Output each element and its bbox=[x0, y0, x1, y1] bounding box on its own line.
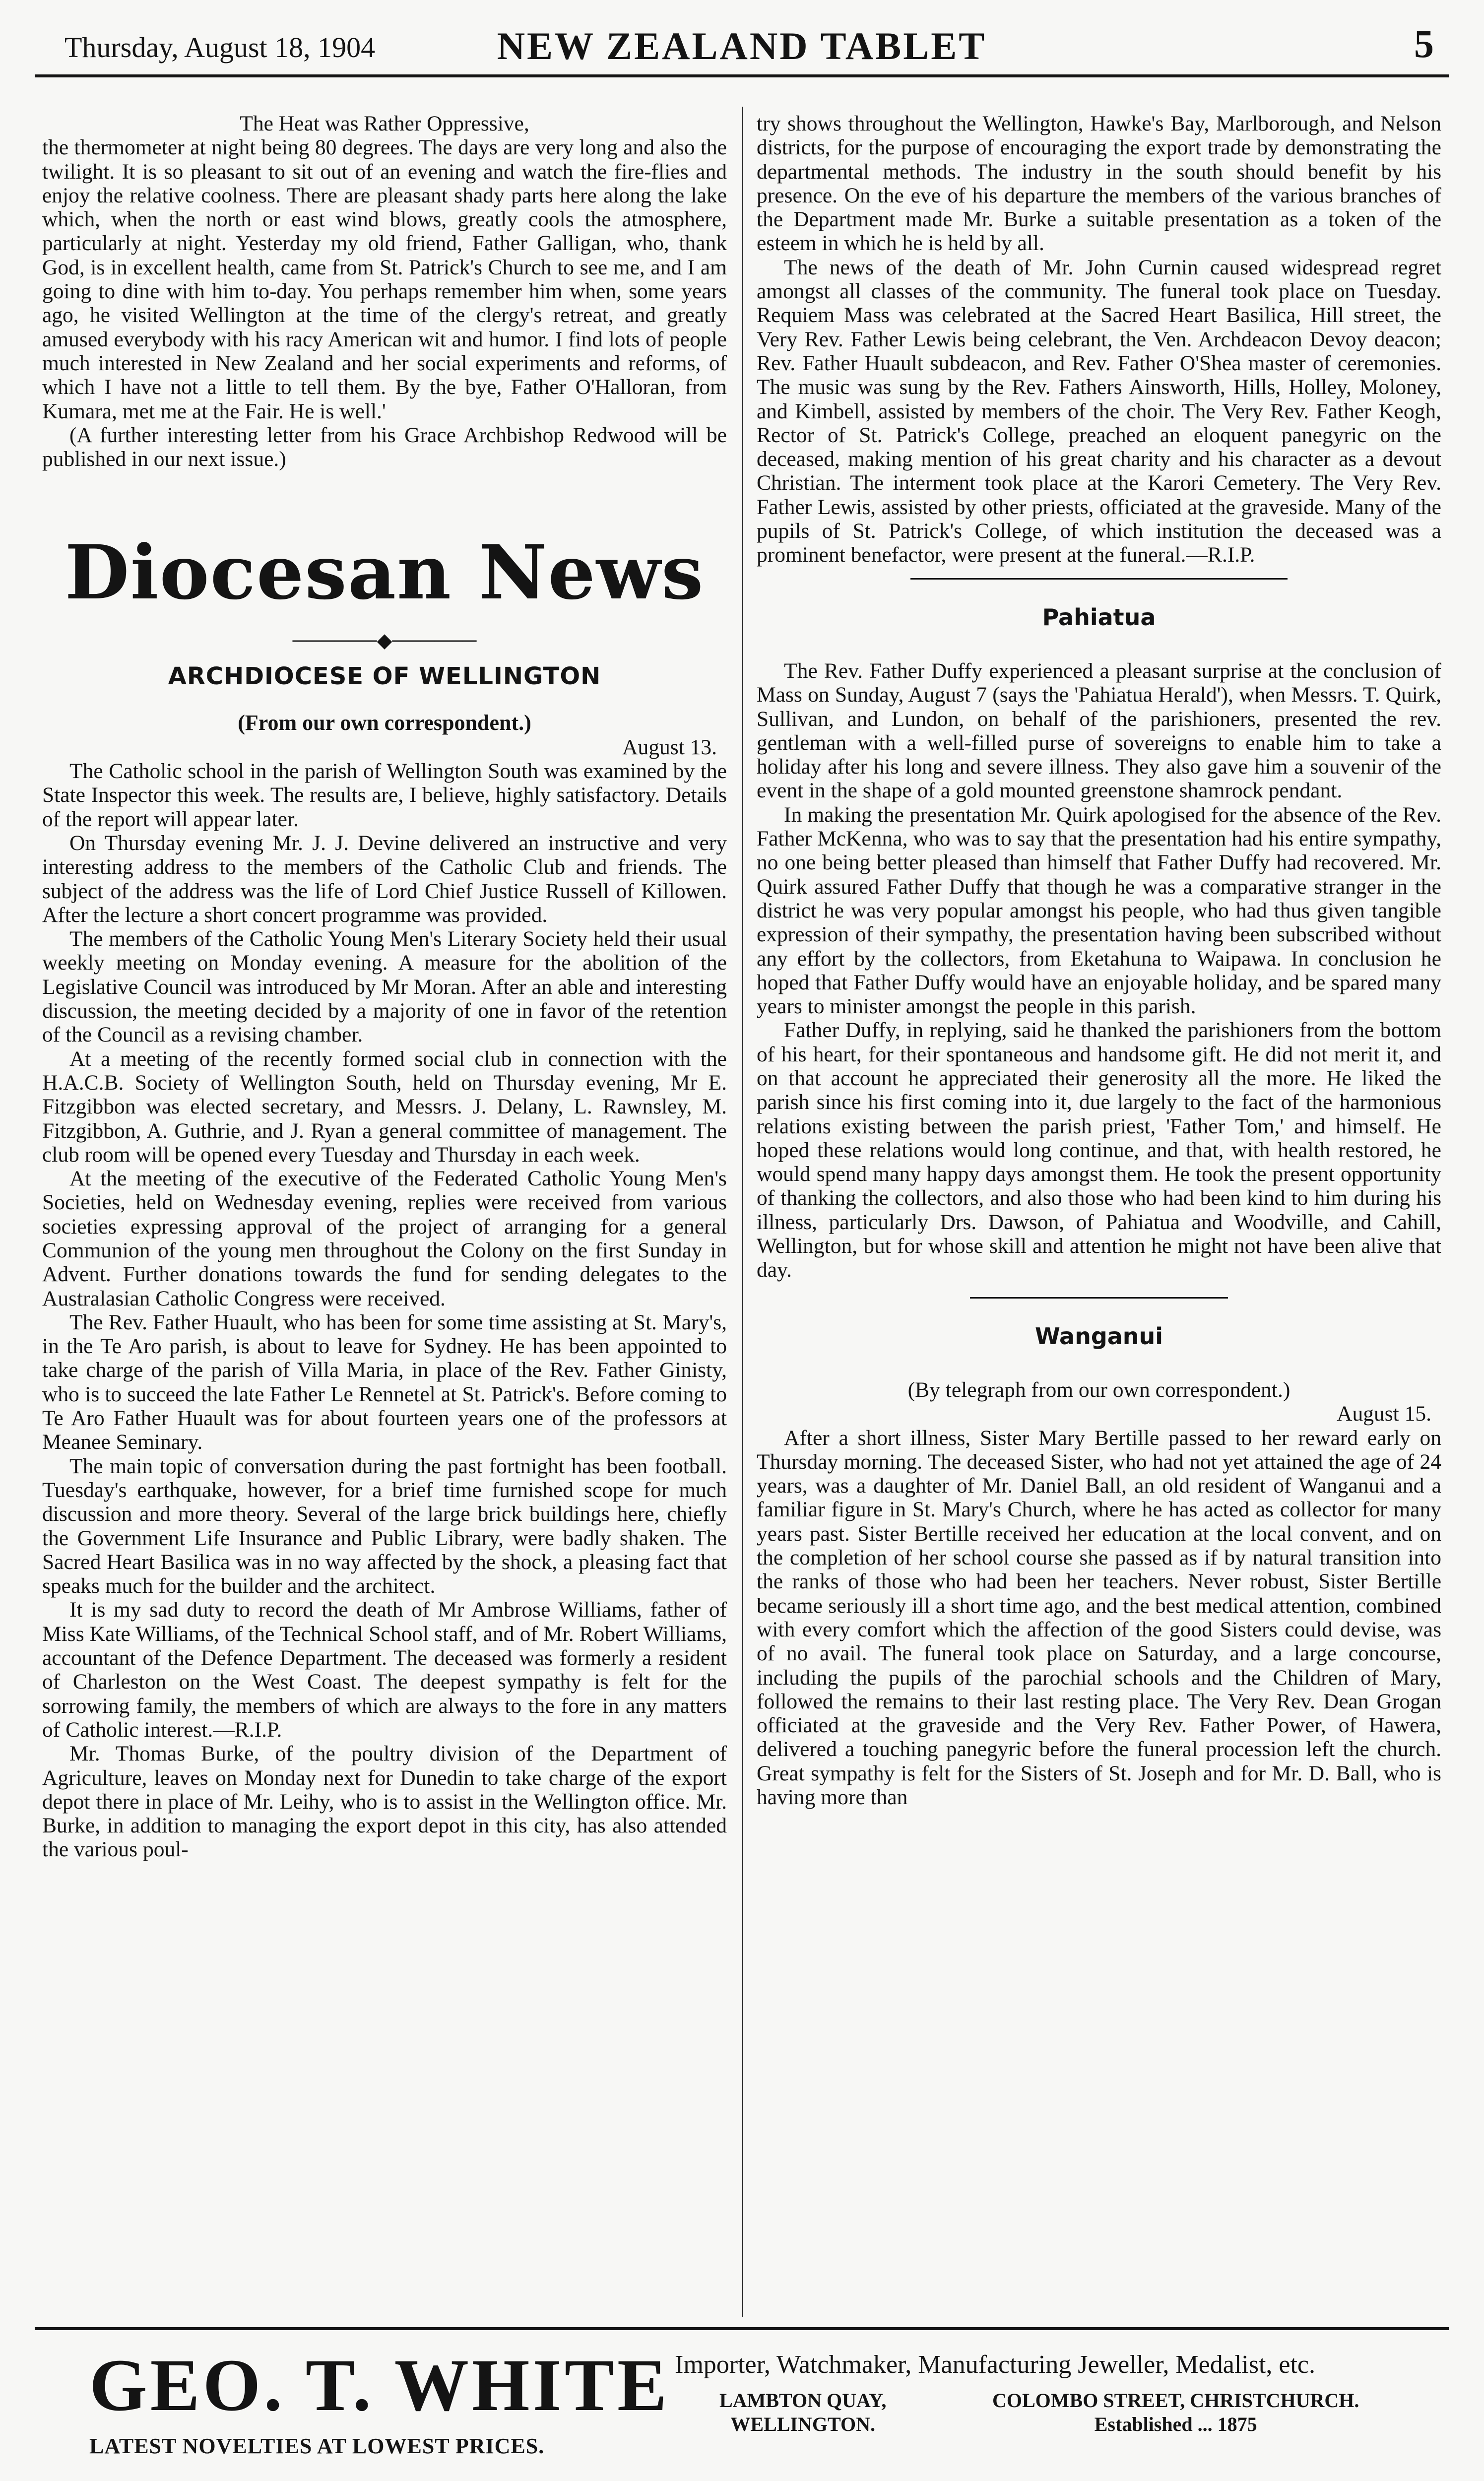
article-paragraph: The members of the Catholic Young Men's Literary Society held their usual weekly meeting on Monday evening. A measure for the abolition of the Legislative Council was introduced by Mr Moran. After an able and interesting discussion, the meeting decided by a majority of one in favor of the retention of the Council as a revising chamber. bbox=[42, 927, 727, 1047]
advertisement-footer bbox=[35, 2327, 1449, 2481]
correspondent-line: (By telegraph from our own correspondent.) bbox=[907, 1377, 1290, 1402]
address-street: COLOMBO STREET, CHRISTCHURCH. bbox=[992, 2389, 1359, 2412]
advertiser-trades: Importer, Watchmaker, Manufacturing Jeweller, Medalist, etc. bbox=[675, 2350, 1316, 2379]
article-paragraph: It is my sad duty to record the death of Mr Ambrose Williams, father of Miss Kate Williams, of the Technical School staff, and of Mr. Robert Williams, accountant of the Defence Department. The deceased was formerly a resident of Charleston on the West Coast. The deepest sympathy is felt for the sorrowing family, the members of which are always to the fore in any matters of Catholic interest.—R.I.P. bbox=[42, 1598, 727, 1742]
left-column bbox=[42, 112, 727, 2310]
editor-note: (A further interesting letter from his Grace Archbishop Redwood will be published in our next issue.) bbox=[42, 423, 727, 471]
correspondent-line: (From our own correspondent.) bbox=[238, 710, 531, 735]
article-paragraph: Mr. Thomas Burke, of the poultry division of the Department of Agriculture, leaves on Monday next for Dunedin to take charge of the export depot there in place of Mr. Leihy, who is to assist in the Wellington office. Mr. Burke, in addition to managing the export depot in this city, has also attended the various poul- bbox=[42, 1742, 727, 1862]
section-rule bbox=[970, 1297, 1228, 1299]
dateline: August 15. bbox=[1337, 1402, 1431, 1426]
advertiser-tagline: LATEST NOVELTIES AT LOWEST PRICES. bbox=[89, 2434, 545, 2458]
article-paragraph: In making the presentation Mr. Quirk apologised for the absence of the Rev. Father McKenna, who was to say that the presentation had his entire sympathy, no one being better pleased than himself that Father Duffy had recovered. Mr. Quirk assured Father Duffy that though he was a comparative stranger in the district he was very popular amongst his people, who had thus given tangible expression of their sympathy, the presentation having been subscribed without any effort by the collectors, from Eketahuna to Waipawa. In conclusion he hoped that Father Duffy would have an enjoyable holiday, and be spared many years to minister amongst the people in this parish. bbox=[757, 802, 1441, 1019]
section-rule bbox=[910, 578, 1288, 580]
archdiocese-heading: ARCHDIOCESE OF WELLINGTON bbox=[168, 662, 601, 691]
article-paragraph: try shows throughout the Wellington, Hawke's Bay, Marlborough, and Nelson districts, for the purpose of encouraging the export trade by demonstrating the departmental methods. The industry in the south should benefit by his presence. On the eve of his departure the members of the various branches of the Department made Mr. Burke a suitable presentation as a token of the esteem in which he is held by all. bbox=[757, 112, 1441, 256]
article-paragraph: After a short illness, Sister Mary Bertille passed to her reward early on Thursday morning. The deceased Sister, who had not yet attained the age of 24 years, was a daughter of Mr. Daniel Ball, an old resident of Wanganui and a familiar figure in St. Mary's Church, where he has acted as collector for many years past. Sister Bertille received her education at the local convent, and on the completion of her school course she passed as if by natural transition into the ranks of those who had been her teachers. Never robust, Sister Bertille became seriously ill a short time ago, and the best medical attention, combined with every comfort which the affection of the good Sisters could devise, was of no avail. The funeral took place on Saturday, and a large concourse, including the pupils of the parochial schools and the Children of Mary, followed the remains to their last resting place. The Very Rev. Dean Grogan officiated at the graveside and the Very Rev. Father Power, of Hawera, delivered a touching panegyric before the funeral procession left the church. Great sympathy is felt for the Sisters of St. Joseph and for Mr. D. Ball, who is having more than bbox=[757, 1426, 1441, 1809]
page-header bbox=[35, 15, 1449, 77]
pahiatua-heading: Pahiatua bbox=[1042, 603, 1156, 631]
article-paragraph: The Rev. Father Huault, who has been for some time assisting at St. Mary's, in the Te Aro parish, is about to leave for Sydney. He has been appointed to take charge of the parish of Villa Maria, in place of the Rev. Father Ginisty, who is to succeed the late Father Le Rennetel at St. Patrick's. Before coming to Te Aro Father Huault was for about fourteen years one of the professors at Meanee Seminary. bbox=[42, 1310, 727, 1454]
advertiser-name: GEO. T. WHITE bbox=[89, 2344, 670, 2426]
address-wellington bbox=[719, 2389, 886, 2436]
article-paragraph: On Thursday evening Mr. J. J. Devine delivered an instructive and very interesting address to the members of the Catholic Club and friends. The subject of the address was the life of Lord Chief Justice Russell of Killowen. After the lecture a short concert programme was provided. bbox=[42, 831, 727, 927]
ornament-divider: ──────◆────── bbox=[292, 629, 477, 652]
article-paragraph: Father Duffy, in replying, said he thanked the parishioners from the bottom of his heart, for their spontaneous and handsome gift. He did not merit it, and on that account he appreciated their generosity all the more. He liked the parish since his first coming into it, due largely to the fact of the harmonious relations existing between the parish priest, 'Father Tom,' and himself. He hoped these relations would long continue, and that, with health restored, he would spend many happy days amongst them. He took the present opportunity of thanking the collectors, and also those who had been kind to him during his illness, particularly Drs. Dawson, of Pahiatua and Woodville, and Cahill, Wellington, but for whose skill and attention he might not have been alive that day. bbox=[757, 1018, 1441, 1282]
dateline: August 13. bbox=[622, 735, 717, 759]
article-paragraph: At the meeting of the executive of the Federated Catholic Young Men's Societies, held on Wednesday evening, replies were received from various societies expressing approval of the project of arranging for a general Communion of the young men throughout the Colony on the first Sunday in Advent. Further donations towards the fund for sending delegates to the Australasian Catholic Congress were received. bbox=[42, 1167, 727, 1310]
letter-paragraph: the thermometer at night being 80 degrees. The days are very long and also the twilight. It is so pleasant to sit out of an evening and watch the fire-flies and enjoy the relative coolness. There are pleasant shady parts here along the lake which, when the north or east wind blows, greatly cools the atmosphere, particularly at night. Yesterday my old friend, Father Galligan, who, thank God, is in excellent health, came from St. Patrick's Church to see me, and I am going to dine with him to-day. You perhaps remember him when, some years ago, he visited Wellington at the time of the clergy's retreat, and greatly amused everybody with his racy American wit and humor. I find lots of people much interested in New Zealand and her social experiments and reforms, of which I have not a little to tell them. By the bye, Father O'Halloran, from Kumara, met me at the Fair. He is well.' bbox=[42, 135, 727, 423]
letter-opening-line: The Heat was Rather Oppressive, bbox=[240, 112, 529, 135]
article-paragraph: The Rev. Father Duffy experienced a pleasant surprise at the conclusion of Mass on Sunday, August 7 (says the 'Pahiatua Herald'), when Messrs. T. Quirk, Sullivan, and Lundon, on behalf of the parishioners, presented the rev. gentleman with a well-filled purse of sovereigns to enable him to take a holiday after his long and severe illness. They also gave him a souvenir of the event in the shape of a gold mounted greenstone shamrock pendant. bbox=[757, 658, 1441, 803]
wanganui-heading: Wanganui bbox=[1034, 1322, 1163, 1350]
right-column bbox=[757, 112, 1441, 2310]
diocesan-news-heading: Diocesan News bbox=[65, 529, 705, 617]
article-paragraph: The Catholic school in the parish of Wellington South was examined by the State Inspector this week. The results are, I believe, highly satisfactory. Details of the report will appear later. bbox=[42, 759, 727, 831]
page-number: 5 bbox=[1414, 22, 1434, 66]
issue-date: Thursday, August 18, 1904 bbox=[65, 31, 376, 64]
article-paragraph: The news of the death of Mr. John Curnin caused widespread regret amongst all classes of the community. The funeral took place on Tuesday. Requiem Mass was celebrated at the Sacred Heart Basilica, Hill street, the Very Rev. Father Lewis being celebrant, the Ven. Archdeacon Devoy deacon; Rev. Father Huault subdeacon, and Rev. Father O'Shea master of ceremonies. The music was sung by the Rev. Fathers Ainsworth, Hills, Holley, Moloney, and Kimbell, assisted by members of the choir. The Very Rev. Father Keogh, Rector of St. Patrick's College, preached an eloquent panegyric on the deceased, making mention of his great charity and his character as a devout Christian. The interment took place at the Karori Cemetery. The Very Rev. Father Lewis, assisted by other priests, officiated at the graveside. Many of the pupils of St. Patrick's College, of which institution the deceased was a prominent benefactor, were present at the funeral.—R.I.P. bbox=[757, 255, 1441, 567]
address-christchurch bbox=[992, 2389, 1359, 2436]
established-year: Established ... 1875 bbox=[1094, 2413, 1257, 2435]
column-divider bbox=[742, 107, 743, 2317]
address-street: LAMBTON QUAY, bbox=[719, 2389, 887, 2412]
article-paragraph: The main topic of conversation during the past fortnight has been football. Tuesday's earthquake, however, for a brief time furnished scope for much discussion and more theory. Several of the large brick buildings here, chiefly the Government Life Insurance and Public Library, were badly shaken. The Sacred Heart Basilica was in no way affected by the shock, a pleasing fact that speaks much for the builder and the architect. bbox=[42, 1454, 727, 1598]
article-paragraph: At a meeting of the recently formed social club in connection with the H.A.C.B. Society of Wellington South, held on Thursday evening, Mr E. Fitzgibbon was elected secretary, and Messrs. J. Delany, L. Rawnsley, M. Fitzgibbon, A. Guthrie, and J. Ryan a general committee of management. The club room will be opened every Tuesday and Thursday in each week. bbox=[42, 1046, 727, 1167]
publication-title: NEW ZEALAND TABLET bbox=[497, 24, 987, 67]
address-city: WELLINGTON. bbox=[730, 2413, 875, 2435]
